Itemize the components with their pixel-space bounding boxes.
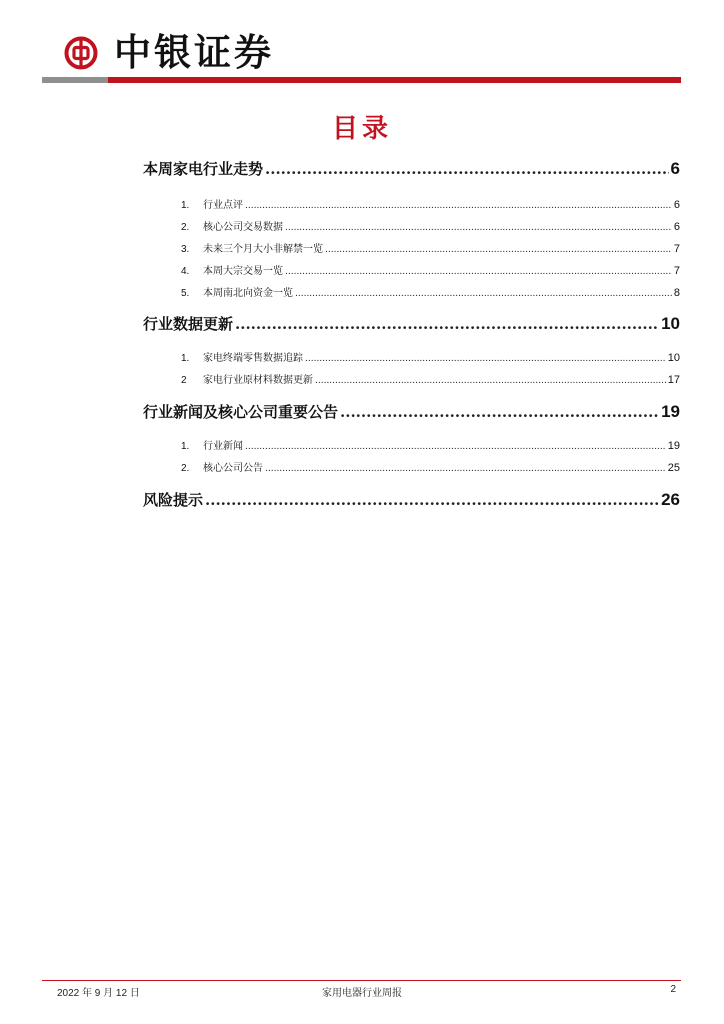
toc-page-number: 19 <box>667 440 680 452</box>
toc-dot-leader <box>340 403 659 421</box>
toc-entry-number: 1. <box>181 353 190 364</box>
toc-page-number: 6 <box>673 199 680 211</box>
toc-subsection-entry[interactable] <box>181 240 680 255</box>
toc-entry-number: 2 <box>181 375 187 386</box>
toc-section-entry[interactable] <box>143 313 680 334</box>
toc-entry-number: 3. <box>181 244 190 255</box>
toc-page-number: 6 <box>673 221 680 233</box>
toc-subsection-entry[interactable] <box>181 218 680 233</box>
brand-name: 中银证券 <box>114 30 274 74</box>
toc-page-number: 26 <box>661 490 680 509</box>
toc-dot-leader <box>325 245 672 255</box>
toc-entry-text: 本周家电行业走势 <box>143 160 264 178</box>
toc-dot-leader <box>285 223 672 233</box>
toc-entry-label <box>181 196 243 211</box>
footer-report-name: 家用电器行业周报 <box>322 988 402 999</box>
toc-entry-number: 5. <box>181 288 190 299</box>
toc-page-number: 10 <box>661 314 680 333</box>
toc-dot-leader <box>245 442 666 452</box>
toc-subsection-entry[interactable] <box>181 459 680 474</box>
toc-subsection-entry[interactable] <box>181 437 680 452</box>
toc-entry-text: 未来三个月大小非解禁一览 <box>203 244 323 255</box>
toc-subsection-entry[interactable] <box>181 262 680 277</box>
toc-section-entry[interactable] <box>143 401 680 422</box>
toc-page-number: 17 <box>667 374 680 386</box>
toc-entry-number: 2. <box>181 222 190 233</box>
toc-page-number: 7 <box>673 243 680 255</box>
toc-entry-text: 风险提示 <box>143 491 204 509</box>
toc-dot-leader <box>235 315 659 333</box>
toc-entry-text: 家电终端零售数据追踪 <box>203 353 303 364</box>
toc-subsection-entry[interactable] <box>181 196 680 211</box>
toc-dot-leader <box>265 160 669 178</box>
toc-dot-leader <box>305 354 666 364</box>
toc-entry-text: 行业点评 <box>203 200 243 211</box>
toc-title: 目录 <box>331 114 392 144</box>
toc-dot-leader <box>265 464 666 474</box>
toc-page-number: 8 <box>673 287 680 299</box>
toc-entry-label <box>181 240 323 255</box>
toc-dot-leader <box>315 376 666 386</box>
toc-dot-leader <box>285 267 672 277</box>
toc-subsection-entry[interactable] <box>181 371 680 386</box>
toc-entry-label <box>181 349 303 364</box>
toc-entry-label <box>181 437 243 452</box>
toc-entry-label <box>143 313 233 334</box>
toc-page-number: 6 <box>670 159 680 178</box>
toc-page-number: 10 <box>667 352 680 364</box>
toc-entry-number: 2. <box>181 463 190 474</box>
toc-page-number: 25 <box>667 462 680 474</box>
toc-dot-leader <box>295 289 672 299</box>
toc-section-entry[interactable] <box>143 489 680 510</box>
footer-date: 2022 年 9 月 12 日 <box>57 988 140 999</box>
toc-entry-text: 行业数据更新 <box>143 315 234 333</box>
toc-entry-label <box>143 158 263 179</box>
toc-subsection-entry[interactable] <box>181 284 680 299</box>
toc-entry-label <box>181 371 313 386</box>
toc-entry-number: 1. <box>181 200 190 211</box>
toc-page-number: 19 <box>661 402 680 421</box>
toc-entry-text: 核心公司公告 <box>203 463 263 474</box>
toc-entry-number: 1. <box>181 441 190 452</box>
toc-entry-label <box>181 284 293 299</box>
toc-section-entry[interactable] <box>143 158 680 179</box>
toc-entry-label <box>143 401 338 422</box>
toc-entry-text: 行业新闻及核心公司重要公告 <box>143 403 339 421</box>
toc-entry-label <box>181 262 283 277</box>
toc-entry-label <box>181 218 283 233</box>
toc-dot-leader <box>245 201 672 211</box>
toc-subsection-entry[interactable] <box>181 349 680 364</box>
toc-entry-text: 行业新闻 <box>203 441 243 452</box>
toc-page-number: 7 <box>673 265 680 277</box>
toc-dot-leader <box>205 491 659 509</box>
toc-entry-number: 4. <box>181 266 190 277</box>
footer-page-number: 2 <box>670 984 676 995</box>
toc-entry-label <box>181 459 263 474</box>
toc-entry-text: 本周南北向资金一览 <box>203 288 293 299</box>
toc-entry-text: 核心公司交易数据 <box>203 222 283 233</box>
toc-entry-text: 本周大宗交易一览 <box>203 266 283 277</box>
toc-entry-label <box>143 489 203 510</box>
footer-rule <box>42 980 681 981</box>
toc-entry-text: 家电行业原材料数据更新 <box>203 375 313 386</box>
